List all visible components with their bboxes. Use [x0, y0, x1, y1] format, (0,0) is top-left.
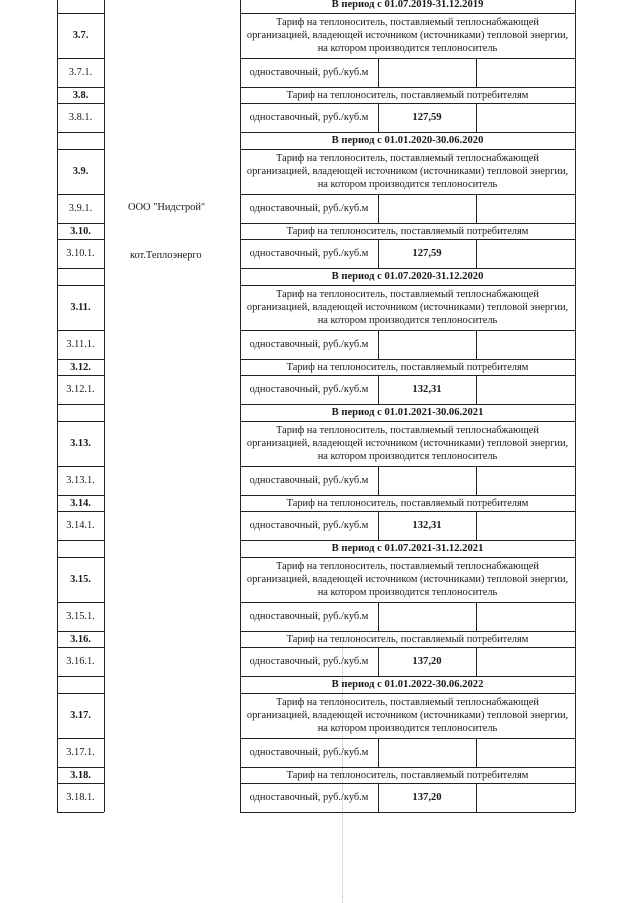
column-border: [57, 676, 58, 693]
item-number: 3.16.1.: [66, 656, 95, 667]
column-border: [575, 87, 576, 103]
item-number: 3.18.: [70, 769, 91, 781]
tariff-description: Тариф на теплоноситель, поставляемый теплоснабжающей организацией, владеющей источником (источниками) тепловой энергии, на котором производится теплоноситель: [246, 153, 569, 190]
column-border: [378, 783, 379, 812]
column-border: [575, 647, 576, 676]
row-border: [57, 676, 104, 677]
tariff-value: 132,31: [412, 520, 442, 531]
column-border: [378, 647, 379, 676]
boiler-house-name: кот.Теплоэнерго: [130, 250, 202, 261]
consumer-tariff-label: Тариф на теплоноситель, поставляемый потребителям: [286, 225, 529, 237]
rate-unit: одноставочный, руб./куб.м: [249, 247, 369, 259]
consumer-tariff-label: Тариф на теплоноситель, поставляемый потребителям: [286, 633, 529, 645]
item-number: 3.14.1.: [66, 520, 95, 531]
column-border: [575, 602, 576, 631]
row-border: [57, 540, 104, 541]
empty-cell: [476, 466, 575, 495]
column-border: [104, 647, 105, 676]
column-border: [104, 676, 105, 693]
rate-unit: одноставочный, руб./куб.м: [249, 610, 369, 622]
item-number: 3.15.: [70, 574, 91, 585]
tariff-description: Тариф на теплоноситель, поставляемый теплоснабжающей организацией, владеющей источником (источниками) тепловой энергии, на котором производится теплоноситель: [246, 17, 569, 54]
period-header: В период с 01.07.2020-31.12.2020: [331, 271, 484, 282]
empty-cell: [476, 194, 575, 223]
column-border: [476, 103, 477, 132]
tariff-description: Тариф на теплоноситель, поставляемый теплоснабжающей организацией, владеющей источником (источниками) тепловой энергии, на котором производится теплоноситель: [246, 561, 569, 598]
column-border: [104, 268, 105, 285]
column-border: [476, 783, 477, 812]
item-number: 3.13.1.: [66, 475, 95, 486]
column-border: [104, 495, 105, 511]
column-border: [104, 375, 105, 404]
rate-unit: одноставочный, руб./куб.м: [249, 383, 369, 395]
column-border: [57, 0, 58, 13]
tariff-value: [378, 58, 476, 87]
tariff-value: [378, 602, 476, 631]
tariff-value: 137,20: [412, 792, 442, 803]
column-border: [575, 13, 576, 58]
column-border: [104, 767, 105, 783]
column-border: [104, 738, 105, 767]
item-number: 3.10.: [70, 225, 91, 237]
item-number: 3.9.1.: [68, 203, 93, 214]
empty-cell: [476, 239, 575, 268]
column-border: [575, 738, 576, 767]
column-border: [575, 103, 576, 132]
item-number: 3.7.: [72, 30, 89, 41]
row-border: [240, 812, 575, 813]
item-number: 3.14.: [70, 497, 91, 509]
column-border: [57, 404, 58, 421]
column-border: [378, 602, 379, 631]
column-border: [104, 421, 105, 466]
column-border: [476, 58, 477, 87]
column-border: [104, 0, 105, 13]
column-border: [476, 194, 477, 223]
empty-cell: [476, 58, 575, 87]
column-border: [104, 404, 105, 421]
empty-cell: [476, 602, 575, 631]
period-header: В период с 01.07.2021-31.12.2021: [331, 543, 484, 554]
column-border: [378, 58, 379, 87]
tariff-value: 132,31: [412, 384, 442, 395]
rate-unit: одноставочный, руб./куб.м: [249, 202, 369, 214]
column-border: [575, 194, 576, 223]
column-border: [575, 511, 576, 540]
column-border: [575, 330, 576, 359]
column-border: [104, 103, 105, 132]
column-border: [476, 466, 477, 495]
period-header: В период с 01.07.2019-31.12.2019: [331, 0, 484, 10]
period-header: В период с 01.01.2022-30.06.2022: [331, 679, 484, 690]
column-border: [104, 87, 105, 103]
row-border: [57, 812, 104, 813]
column-border: [575, 359, 576, 375]
item-number: 3.18.1.: [66, 792, 95, 803]
column-border: [378, 466, 379, 495]
consumer-tariff-label: Тариф на теплоноситель, поставляемый потребителям: [286, 769, 529, 781]
rate-unit: одноставочный, руб./куб.м: [249, 338, 369, 350]
column-border: [104, 239, 105, 268]
column-border: [104, 223, 105, 239]
column-border: [575, 783, 576, 812]
rate-unit: одноставочный, руб./куб.м: [249, 746, 369, 758]
column-border: [104, 58, 105, 87]
column-border: [476, 738, 477, 767]
tariff-value: 137,20: [412, 656, 442, 667]
column-border: [378, 375, 379, 404]
empty-cell: [476, 738, 575, 767]
column-border: [104, 132, 105, 149]
item-number: 3.8.: [72, 89, 89, 101]
column-border: [575, 540, 576, 557]
column-border: [575, 676, 576, 693]
column-border: [57, 268, 58, 285]
tariff-value: 127,59: [412, 112, 442, 123]
column-border: [476, 602, 477, 631]
column-border: [476, 647, 477, 676]
column-border: [575, 421, 576, 466]
consumer-tariff-label: Тариф на теплоноситель, поставляемый потребителям: [286, 89, 529, 101]
column-border: [57, 132, 58, 149]
column-border: [104, 693, 105, 738]
row-border: [57, 404, 104, 405]
rate-unit: одноставочный, руб./куб.м: [249, 655, 369, 667]
column-border: [575, 268, 576, 285]
column-border: [104, 631, 105, 647]
empty-cell: [476, 103, 575, 132]
row-border: [57, 268, 104, 269]
column-border: [104, 602, 105, 631]
tariff-description: Тариф на теплоноситель, поставляемый теплоснабжающей организацией, владеющей источником (источниками) тепловой энергии, на котором производится теплоноситель: [246, 425, 569, 462]
tariff-value: [378, 330, 476, 359]
item-number: 3.17.: [70, 710, 91, 721]
rate-unit: одноставочный, руб./куб.м: [249, 519, 369, 531]
rate-unit: одноставочный, руб./куб.м: [249, 111, 369, 123]
column-border: [104, 194, 105, 223]
column-border: [104, 13, 105, 58]
empty-cell: [476, 647, 575, 676]
column-border: [104, 511, 105, 540]
item-number: 3.9.: [72, 166, 89, 177]
column-border: [104, 783, 105, 812]
rate-unit: одноставочный, руб./куб.м: [249, 791, 369, 803]
rate-unit: одноставочный, руб./куб.м: [249, 474, 369, 486]
column-border: [575, 693, 576, 738]
column-border: [378, 103, 379, 132]
column-border: [104, 359, 105, 375]
column-border: [575, 285, 576, 330]
column-border: [575, 223, 576, 239]
item-number: 3.17.1.: [66, 747, 95, 758]
item-number: 3.12.1.: [66, 384, 95, 395]
empty-cell: [476, 330, 575, 359]
item-number: 3.16.: [70, 633, 91, 645]
consumer-tariff-label: Тариф на теплоноситель, поставляемый потребителям: [286, 497, 529, 509]
column-border: [575, 239, 576, 268]
column-border: [104, 285, 105, 330]
column-border: [476, 511, 477, 540]
column-border: [575, 375, 576, 404]
column-border: [575, 767, 576, 783]
empty-cell: [476, 783, 575, 812]
item-number: 3.7.1.: [68, 67, 93, 78]
tariff-value: 127,59: [412, 248, 442, 259]
column-border: [104, 330, 105, 359]
column-border: [104, 149, 105, 194]
column-border: [575, 132, 576, 149]
column-border: [575, 0, 576, 13]
item-number: 3.10.1.: [66, 248, 95, 259]
column-border: [476, 239, 477, 268]
column-border: [104, 466, 105, 495]
column-border: [575, 466, 576, 495]
tariff-description: Тариф на теплоноситель, поставляемый теплоснабжающей организацией, владеющей источником (источниками) тепловой энергии, на котором производится теплоноситель: [246, 289, 569, 326]
column-border: [575, 404, 576, 421]
tariff-value: [378, 194, 476, 223]
consumer-tariff-label: Тариф на теплоноситель, поставляемый потребителям: [286, 361, 529, 373]
item-number: 3.11.1.: [66, 339, 95, 350]
column-border: [575, 495, 576, 511]
column-border: [575, 631, 576, 647]
column-border: [476, 375, 477, 404]
column-border: [104, 540, 105, 557]
period-header: В период с 01.01.2021-30.06.2021: [331, 407, 484, 418]
tariff-value: [378, 738, 476, 767]
period-header: В период с 01.01.2020-30.06.2020: [331, 135, 484, 146]
column-border: [378, 330, 379, 359]
column-border: [575, 149, 576, 194]
item-number: 3.8.1.: [68, 112, 93, 123]
column-border: [378, 738, 379, 767]
column-border: [104, 557, 105, 602]
tariff-value: [378, 466, 476, 495]
column-border: [575, 58, 576, 87]
column-border: [378, 511, 379, 540]
empty-cell: [476, 511, 575, 540]
column-border: [57, 540, 58, 557]
tariff-description: Тариф на теплоноситель, поставляемый теплоснабжающей организацией, владеющей источником (источниками) тепловой энергии, на котором производится теплоноситель: [246, 697, 569, 734]
column-border: [575, 557, 576, 602]
item-number: 3.11.: [70, 302, 91, 313]
organization-name: ООО "Нидстрой": [128, 202, 206, 213]
column-border: [476, 330, 477, 359]
empty-cell: [476, 375, 575, 404]
item-number: 3.13.: [70, 438, 91, 449]
rate-unit: одноставочный, руб./куб.м: [249, 66, 369, 78]
column-border: [378, 239, 379, 268]
item-number: 3.12.: [70, 361, 91, 373]
item-number: 3.15.1.: [66, 611, 95, 622]
row-border: [57, 132, 104, 133]
column-border: [378, 194, 379, 223]
